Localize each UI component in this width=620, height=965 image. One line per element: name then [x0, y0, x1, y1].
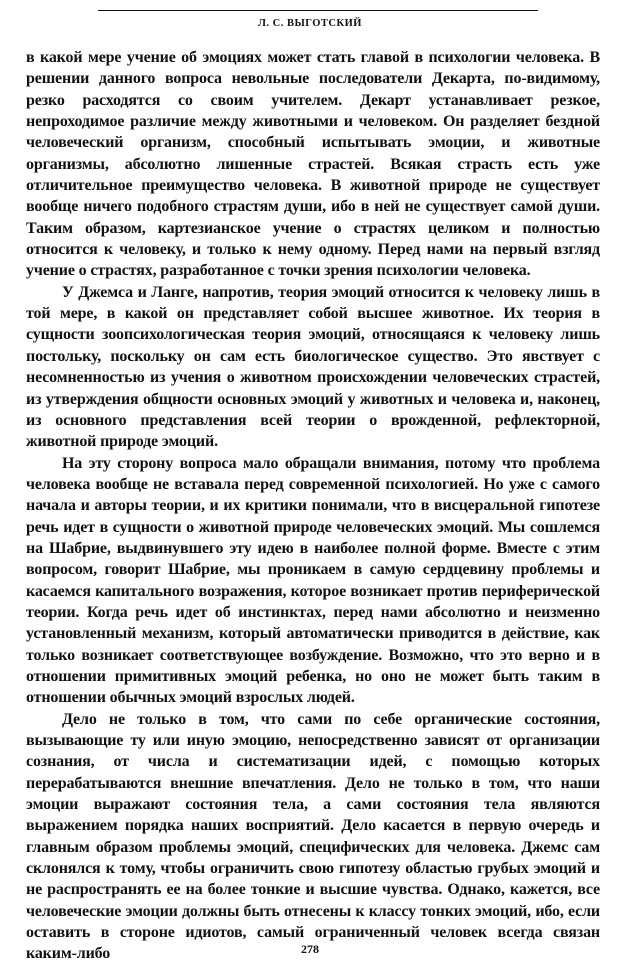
running-head: Л. С. ВЫГОТСКИЙ — [258, 18, 362, 29]
body-text — [26, 47, 600, 965]
page-number: 278 — [301, 942, 319, 956]
paragraph-1: в какой мере учение об эмоциях может стать главой в психологии человека. В решении данного вопроса невольные последователи Декарта, по-видимому, резко расходятся со своим учителем. Декарт устанавливает резкое, непроходимое различие между животными и человеком. Он разделяет бездной человеческий организм, способный испытывать эмоции, и животные организмы, абсолютно лишенные страстей. Всякая страсть есть уже отличительное преимущество человека. В животной природе не существует вообще ничего подобного страстям души, ибо в ней не существует самой души. Таким образом, картезианское учение о страстях целиком и полностью относится к человеку, и только к нему одному. Перед нами на первый взгляд учение о страстях, разработанное с точки зрения психологии человека. — [26, 49, 600, 280]
paragraph-4: Дело не только в том, что сами по себе органические состояния, вызывающие ту или иную эмоцию, непосредственно зависят от организации сознания, от числа и систематизации идей, с помощью которых перерабатываются внешние впечатления. Дело не только в том, что наши эмоции выражают состояния тела, а сами состояния тела являются выражением порядка наших восприятий. Дело касается в первую очередь и главным образом проблемы эмоций, специфических для человека. Джемс сам склонялся к тому, чтобы ограничить свою гипотезу областью грубых эмоций и не распространять ее на более тонкие и высшие чувства. Однако, кажется, все человеческие эмоции должны быть отнесены к классу тонких эмоций, ибо, если оставить в стороне идиотов, самый ограниченный человек всегда связан каким-либо — [26, 710, 600, 963]
paragraph-3: На эту сторону вопроса мало обращали внимания, потому что проблема человека вообще не вставала перед современной психологией. Но уже с самого начала и авторы теории, и их критики понимали, что в висцеральной гипотезе речь идет в сущности о животной природе человеческих эмоций. Мы сошлемся на Шабрие, выдвинувшего эту идею в наиболее полной форме. Вместе с этим вопросом, говорит Шабрие, мы проникаем в самую сердцевину проблемы и касаемся капитального возражения, которое возникает против периферической теории. Когда речь идет об инстинктах, перед нами абсолютно и неизменно установленный механизм, который автоматически приводится в действие, как только возникает соответствующее возбуждение. Возможно, что это верно и в отношении примитивных эмоций ребенка, но оно не может быть таким в отношении обычных эмоций взрослых людей. — [26, 454, 600, 707]
header-rule — [98, 10, 538, 11]
paragraph-2: У Джемса и Ланге, напротив, теория эмоций относится к человеку лишь в той мере, в какой он представляет собой высшее животное. Их теория в сущности зоопсихологическая теория эмоций, относящаяся к человеку лишь постольку, поскольку он сам есть биологическое существо. Это явствует с несомненностью из учения о животном происхождении человеческих страстей, из утверждения общности основных эмоций у животных и человека и, наконец, из основного представления всей теории о врожденной, рефлекторной, животной природе эмоций. — [26, 283, 600, 451]
